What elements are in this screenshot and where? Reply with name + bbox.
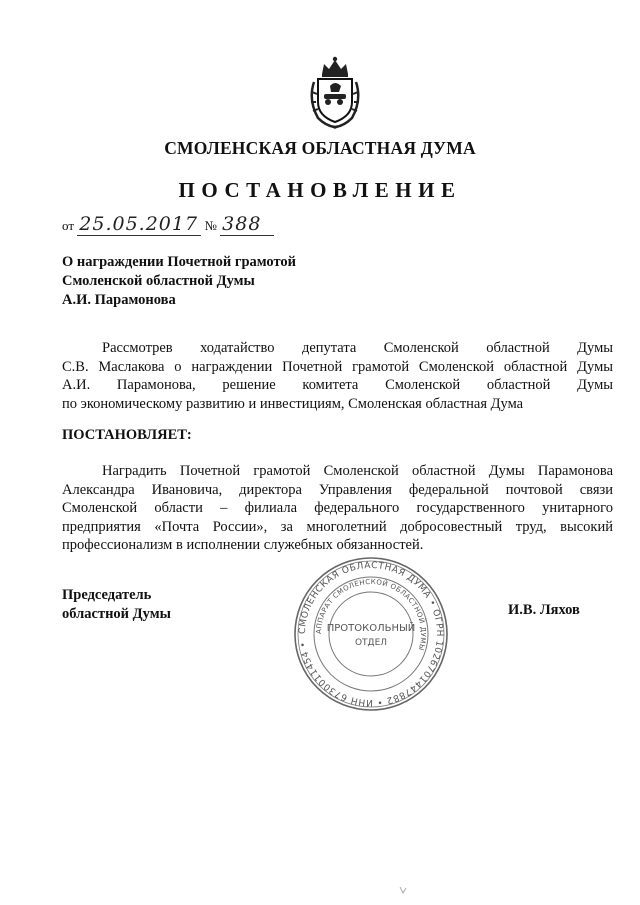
signatory-position xyxy=(62,586,171,624)
preamble-line: А.И. Парамонова, решение комитета Смоленской областной Думы xyxy=(62,377,613,393)
seal-center-line: ПРОТОКОЛЬНЫЙ xyxy=(326,623,416,634)
date-prefix: от xyxy=(62,218,75,233)
handwritten-number: 388 xyxy=(220,213,274,236)
official-seal-stamp xyxy=(292,555,450,713)
number-prefix: № xyxy=(204,218,217,233)
seal-center-line: ОТДЕЛ xyxy=(354,638,388,648)
position-line: Председатель xyxy=(62,587,152,603)
preamble-line: Рассмотрев ходатайство депутата Смоленской областной Думы xyxy=(102,340,613,356)
signatory-name: И.В. Ляхов xyxy=(508,602,580,618)
subject-line: А.И. Парамонова xyxy=(62,292,176,308)
document-subject xyxy=(62,253,296,310)
preamble-line: С.В. Маслакова о награждении Почетной грамотой Смоленской областной Думы xyxy=(62,358,613,375)
decision-line: Александра Ивановича, директора Управления федеральной почтовой связи xyxy=(62,481,613,498)
resolve-heading: ПОСТАНОВЛЯЕТ: xyxy=(62,427,192,443)
coat-of-arms-emblem-icon xyxy=(304,54,366,130)
preamble-line: по экономическому развитию и инвестициям, Смоленская областная Дума xyxy=(62,395,524,412)
subject-line: О награждении Почетной грамотой xyxy=(62,254,297,270)
decision-line: Смоленской области – филиала федерального государственного унитарного xyxy=(62,500,613,516)
decision-line: Наградить Почетной грамотой Смоленской областной Думы Парамонова xyxy=(102,463,613,479)
subject-line: Смоленской областной Думы xyxy=(62,273,255,289)
preamble-paragraph xyxy=(62,339,613,413)
decision-line: профессионализм в исполнении служебных обязанностей. xyxy=(62,537,424,553)
decision-paragraph xyxy=(62,462,613,555)
seal-inner-text: АППАРАТ СМОЛЕНСКОЙ ОБЛАСТНОЙ ДУМЫ xyxy=(314,577,428,652)
scan-mark-icon xyxy=(398,885,408,895)
seal-outer-text: СМОЛЕНСКАЯ ОБЛАСТНАЯ ДУМА • ОГРН 1026701447882 • ИНН 6730011454 • xyxy=(297,560,445,708)
organization-title: СМОЛЕНСКАЯ ОБЛАСТНАЯ ДУМА xyxy=(164,138,476,158)
document-date-number-line xyxy=(62,213,274,236)
decision-line: предприятия «Почта России», за многолетний добросовестный труд, высокий xyxy=(62,518,613,535)
document-type-heading: ПОСТАНОВЛЕНИЕ xyxy=(178,178,462,202)
position-line: областной Думы xyxy=(62,606,171,622)
handwritten-date: 25.05.2017 xyxy=(77,213,201,236)
